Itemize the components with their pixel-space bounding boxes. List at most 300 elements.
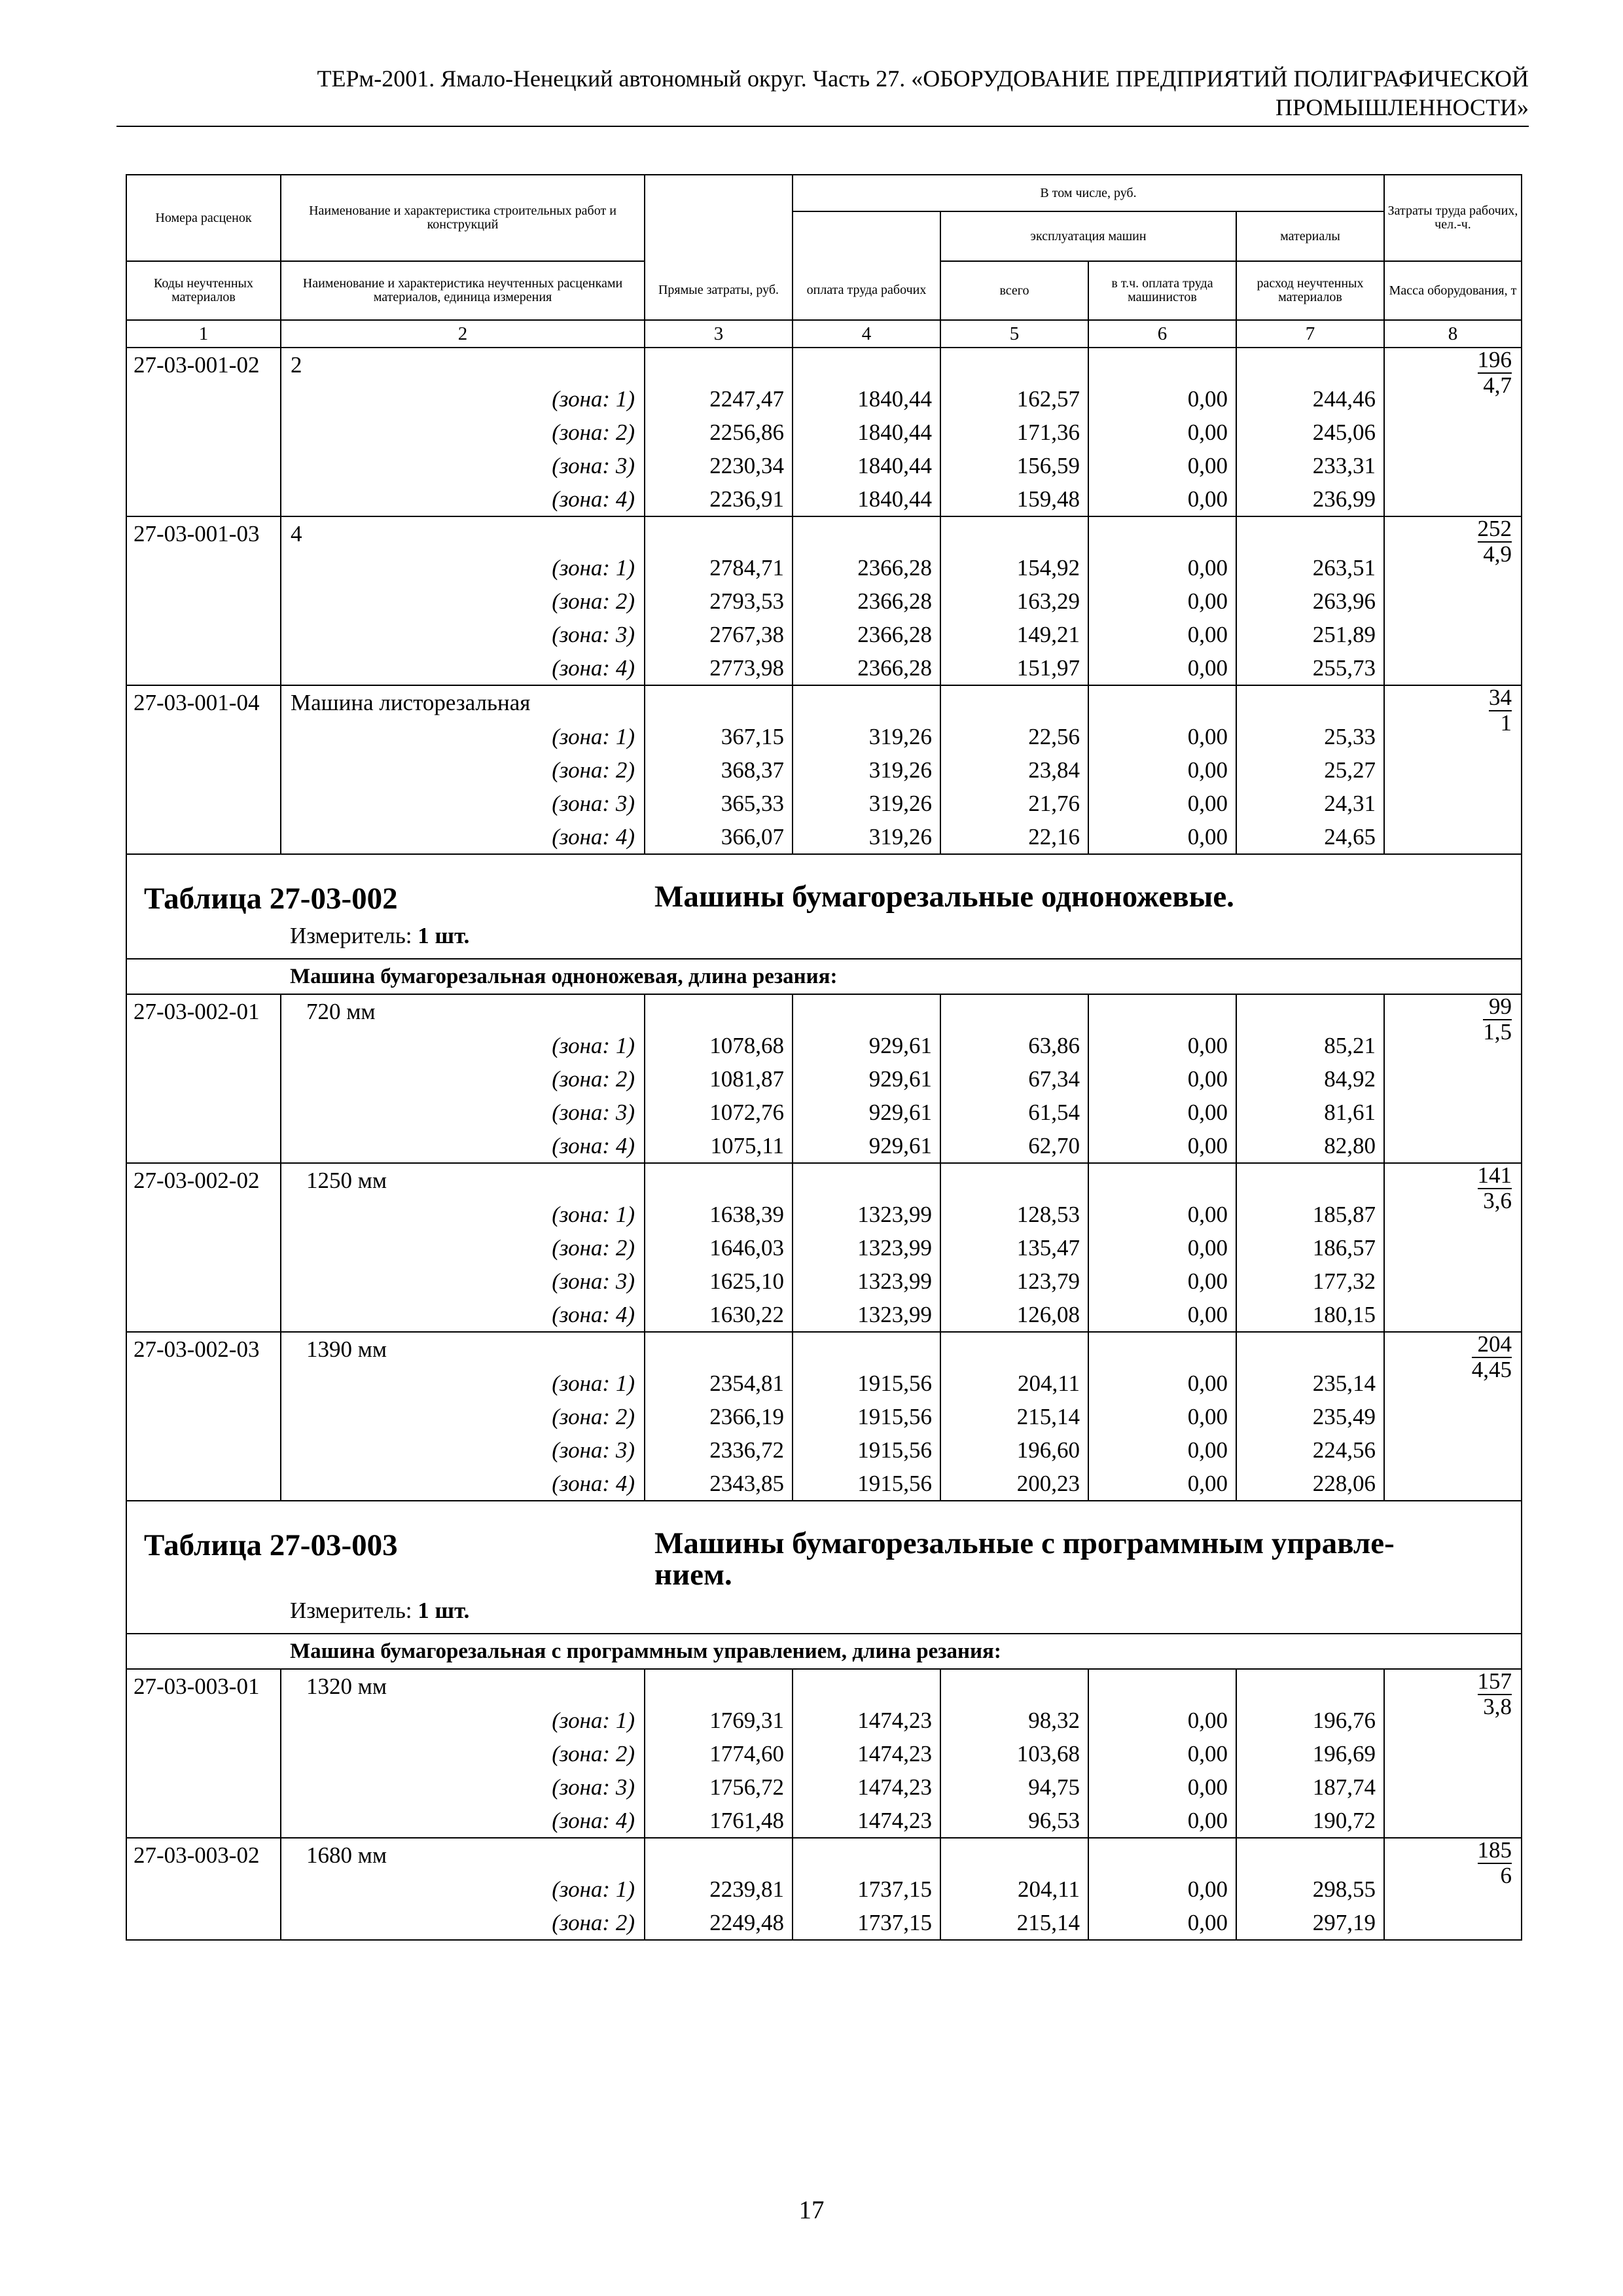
rate-name: 1250 мм: [281, 1163, 645, 1198]
machine-total-value: 171,36: [940, 416, 1088, 449]
empty-cell: [1088, 1163, 1236, 1198]
machinist-pay-value: 0,00: [1088, 449, 1236, 482]
materials-value: 196,76: [1236, 1704, 1384, 1737]
empty-cell: [126, 1873, 281, 1906]
empty-cell: [126, 787, 281, 820]
zone-row: [126, 1704, 1522, 1737]
empty-cell: [1088, 1838, 1236, 1873]
machinist-pay-value: 0,00: [1088, 1129, 1236, 1163]
materials-value: 255,73: [1236, 651, 1384, 685]
rate-title-row: [126, 516, 1522, 551]
direct-costs-value: 1761,48: [645, 1804, 793, 1838]
zone-row: [126, 416, 1522, 449]
labor-costs-value: 196: [1477, 347, 1512, 372]
empty-cell: [1236, 516, 1384, 551]
zone-row: [126, 1367, 1522, 1400]
zone-label: (зона: 1): [281, 1029, 645, 1062]
zone-label: (зона: 1): [281, 1198, 645, 1231]
hdr-total: всего: [940, 261, 1088, 320]
zone-label: (зона: 1): [281, 720, 645, 753]
direct-costs-value: 2236,91: [645, 482, 793, 516]
rate-title-row: [126, 1163, 1522, 1198]
worker-pay-value: 1474,23: [793, 1770, 940, 1804]
zone-row: [126, 1804, 1522, 1838]
materials-value: 244,46: [1236, 382, 1384, 416]
direct-costs-value: 1625,10: [645, 1265, 793, 1298]
rates-table: [126, 174, 1522, 1941]
col-number: 5: [940, 320, 1088, 348]
empty-cell: [645, 1332, 793, 1367]
direct-costs-value: 2239,81: [645, 1873, 793, 1906]
empty-cell: [940, 1332, 1088, 1367]
zone-row: [126, 1467, 1522, 1501]
machinist-pay-value: 0,00: [1088, 1062, 1236, 1096]
direct-costs-value: 2773,98: [645, 651, 793, 685]
worker-pay-value: 1737,15: [793, 1873, 940, 1906]
rate-title-row: [126, 994, 1522, 1029]
zone-row: [126, 584, 1522, 618]
empty-cell: [126, 482, 281, 516]
machinist-pay-value: 0,00: [1088, 1804, 1236, 1838]
materials-value: 235,14: [1236, 1367, 1384, 1400]
labor-mass-fraction: [1478, 1164, 1512, 1213]
machinist-pay-value: 0,00: [1088, 482, 1236, 516]
labor-costs-value: 157: [1477, 1668, 1512, 1694]
worker-pay-value: 1840,44: [793, 382, 940, 416]
machine-total-value: 22,16: [940, 820, 1088, 854]
machinist-pay-value: 0,00: [1088, 651, 1236, 685]
empty-cell: [940, 1838, 1088, 1873]
direct-costs-value: 2247,47: [645, 382, 793, 416]
direct-costs-value: 1078,68: [645, 1029, 793, 1062]
materials-value: 263,51: [1236, 551, 1384, 584]
labor-mass-fraction: [1483, 995, 1512, 1044]
section-cell: [126, 854, 1522, 959]
measure-label: Измеритель:: [290, 923, 412, 948]
empty-cell: [126, 1704, 281, 1737]
worker-pay-value: 1323,99: [793, 1198, 940, 1231]
zone-label: (зона: 1): [281, 551, 645, 584]
direct-costs-value: 2230,34: [645, 449, 793, 482]
labor-costs-value: 34: [1489, 685, 1512, 710]
measure-unit: [290, 1598, 469, 1624]
header-line-1: ТЕРм-2001. Ямало-Ненецкий автономный округ. Часть 27. «ОБОРУДОВАНИЕ ПРЕДПРИЯТИЙ ПОЛИГРАФИЧЕСКОЙ: [317, 65, 1529, 92]
worker-pay-value: 1474,23: [793, 1804, 940, 1838]
col-number: 7: [1236, 320, 1384, 348]
page-number: 17: [798, 2196, 825, 2224]
hdr-rate-numbers: Номера расценок: [126, 175, 281, 261]
machine-total-value: 23,84: [940, 753, 1088, 787]
empty-cell: [793, 1163, 940, 1198]
materials-value: 187,74: [1236, 1770, 1384, 1804]
zone-label: (зона: 4): [281, 1804, 645, 1838]
zone-label: (зона: 2): [281, 1906, 645, 1940]
labor-mass-cell: [1384, 1838, 1522, 1940]
zone-row: [126, 1433, 1522, 1467]
worker-pay-value: 929,61: [793, 1029, 940, 1062]
machine-total-value: 162,57: [940, 382, 1088, 416]
direct-costs-value: 2354,81: [645, 1367, 793, 1400]
direct-costs-value: 1081,87: [645, 1062, 793, 1096]
rate-code: 27-03-002-01: [126, 994, 281, 1029]
machinist-pay-value: 0,00: [1088, 1704, 1236, 1737]
zone-label: (зона: 4): [281, 1129, 645, 1163]
zone-label: (зона: 3): [281, 449, 645, 482]
worker-pay-value: 1323,99: [793, 1231, 940, 1265]
worker-pay-value: 319,26: [793, 820, 940, 854]
zone-row: [126, 382, 1522, 416]
empty-cell: [126, 551, 281, 584]
rate-code: 27-03-001-03: [126, 516, 281, 551]
table-subheading-row: [126, 959, 1522, 994]
machinist-pay-value: 0,00: [1088, 584, 1236, 618]
machine-total-value: 154,92: [940, 551, 1088, 584]
empty-cell: [940, 516, 1088, 551]
worker-pay-value: 1915,56: [793, 1400, 940, 1433]
worker-pay-value: 1840,44: [793, 482, 940, 516]
table-number: Таблица 27-03-003: [144, 1528, 398, 1562]
worker-pay-value: 1840,44: [793, 416, 940, 449]
zone-row: [126, 787, 1522, 820]
materials-value: 81,61: [1236, 1096, 1384, 1129]
empty-cell: [1088, 994, 1236, 1029]
empty-cell: [645, 994, 793, 1029]
rate-name: 1680 мм: [281, 1838, 645, 1873]
zone-label: (зона: 4): [281, 651, 645, 685]
machinist-pay-value: 0,00: [1088, 1873, 1236, 1906]
empty-cell: [793, 685, 940, 720]
table-title: Машины бумагорезальные одноножевые.: [654, 880, 1234, 914]
machinist-pay-value: 0,00: [1088, 1400, 1236, 1433]
machine-total-value: 98,32: [940, 1704, 1088, 1737]
direct-costs-value: 366,07: [645, 820, 793, 854]
rate-title-row: [126, 1669, 1522, 1704]
zone-row: [126, 753, 1522, 787]
labor-mass-cell: [1384, 685, 1522, 854]
hdr-materials: материалы: [1236, 211, 1384, 261]
rate-name: 2: [281, 348, 645, 382]
zone-label: (зона: 2): [281, 584, 645, 618]
empty-cell: [940, 685, 1088, 720]
empty-cell: [1236, 1332, 1384, 1367]
rate-title-row: [126, 1332, 1522, 1367]
machine-total-value: 215,14: [940, 1906, 1088, 1940]
worker-pay-value: 1915,56: [793, 1467, 940, 1501]
worker-pay-value: 929,61: [793, 1129, 940, 1163]
materials-value: 177,32: [1236, 1265, 1384, 1298]
zone-row: [126, 1873, 1522, 1906]
empty-cell: [793, 1332, 940, 1367]
empty-cell: [126, 382, 281, 416]
empty-cell: [126, 1906, 281, 1940]
materials-value: 25,33: [1236, 720, 1384, 753]
hdr-machinist-pay: в т.ч. оплата труда машинистов: [1088, 261, 1236, 320]
machinist-pay-value: 0,00: [1088, 551, 1236, 584]
direct-costs-value: 2343,85: [645, 1467, 793, 1501]
direct-costs-value: 1638,39: [645, 1198, 793, 1231]
worker-pay-value: 2366,28: [793, 551, 940, 584]
equipment-mass-value: 1: [1500, 710, 1512, 736]
labor-mass-fraction: [1478, 1839, 1512, 1888]
machinist-pay-value: 0,00: [1088, 1029, 1236, 1062]
empty-cell: [126, 651, 281, 685]
zone-label: (зона: 2): [281, 1231, 645, 1265]
empty-cell: [126, 720, 281, 753]
machine-total-value: 204,11: [940, 1873, 1088, 1906]
worker-pay-value: 1915,56: [793, 1433, 940, 1467]
machine-total-value: 151,97: [940, 651, 1088, 685]
hdr-unaccounted-materials: расход неучтенных материалов: [1236, 261, 1384, 320]
zone-row: [126, 1198, 1522, 1231]
machinist-pay-value: 0,00: [1088, 1433, 1236, 1467]
machinist-pay-value: 0,00: [1088, 1265, 1236, 1298]
materials-value: 185,87: [1236, 1198, 1384, 1231]
machine-total-value: 156,59: [940, 449, 1088, 482]
subheading: Машина бумагорезальная с программным управлением, длина резания:: [126, 1634, 1522, 1669]
empty-cell: [126, 1265, 281, 1298]
zone-row: [126, 1265, 1522, 1298]
empty-cell: [940, 348, 1088, 382]
zone-row: [126, 820, 1522, 854]
hdr-equipment-mass: Масса оборудования, т: [1384, 261, 1522, 320]
section-cell: [126, 1501, 1522, 1634]
materials-value: 251,89: [1236, 618, 1384, 651]
worker-pay-value: 319,26: [793, 753, 940, 787]
worker-pay-value: 1323,99: [793, 1265, 940, 1298]
equipment-mass-value: 3,6: [1483, 1188, 1512, 1213]
empty-cell: [1088, 685, 1236, 720]
machine-total-value: 200,23: [940, 1467, 1088, 1501]
zone-row: [126, 1029, 1522, 1062]
measure-value: 1 шт.: [418, 923, 470, 948]
empty-cell: [793, 1669, 940, 1704]
col-number: 2: [281, 320, 645, 348]
materials-value: 82,80: [1236, 1129, 1384, 1163]
empty-cell: [126, 1096, 281, 1129]
machine-total-value: 67,34: [940, 1062, 1088, 1096]
equipment-mass-value: 3,8: [1483, 1694, 1512, 1719]
machinist-pay-value: 0,00: [1088, 1770, 1236, 1804]
rate-name: 1320 мм: [281, 1669, 645, 1704]
machinist-pay-value: 0,00: [1088, 1737, 1236, 1770]
empty-cell: [1236, 1163, 1384, 1198]
empty-cell: [126, 584, 281, 618]
empty-cell: [1236, 1838, 1384, 1873]
empty-cell: [126, 1129, 281, 1163]
labor-mass-fraction: [1489, 686, 1512, 735]
materials-value: 196,69: [1236, 1737, 1384, 1770]
worker-pay-value: 929,61: [793, 1062, 940, 1096]
rate-code: 27-03-002-03: [126, 1332, 281, 1367]
machine-total-value: 163,29: [940, 584, 1088, 618]
empty-cell: [1236, 1669, 1384, 1704]
materials-value: 25,27: [1236, 753, 1384, 787]
empty-cell: [126, 618, 281, 651]
machinist-pay-value: 0,00: [1088, 1198, 1236, 1231]
zone-row: [126, 1062, 1522, 1096]
machine-total-value: 215,14: [940, 1400, 1088, 1433]
materials-value: 245,06: [1236, 416, 1384, 449]
empty-cell: [126, 416, 281, 449]
zone-row: [126, 1906, 1522, 1940]
rate-code: 27-03-001-04: [126, 685, 281, 720]
rate-name: Машина листорезальная: [281, 685, 645, 720]
zone-row: [126, 449, 1522, 482]
zone-label: (зона: 2): [281, 1737, 645, 1770]
worker-pay-value: 1840,44: [793, 449, 940, 482]
materials-value: 180,15: [1236, 1298, 1384, 1332]
empty-cell: [940, 1163, 1088, 1198]
table-section-header: [126, 854, 1522, 959]
labor-mass-fraction: [1478, 1670, 1512, 1719]
worker-pay-value: 1737,15: [793, 1906, 940, 1940]
labor-mass-cell: [1384, 994, 1522, 1163]
zone-label: (зона: 4): [281, 1467, 645, 1501]
direct-costs-value: 2249,48: [645, 1906, 793, 1940]
machine-total-value: 123,79: [940, 1265, 1088, 1298]
subheading: Машина бумагорезальная одноножевая, длина резания:: [126, 959, 1522, 994]
materials-value: 233,31: [1236, 449, 1384, 482]
zone-label: (зона: 3): [281, 1096, 645, 1129]
empty-cell: [126, 1737, 281, 1770]
direct-costs-value: 2784,71: [645, 551, 793, 584]
hdr-direct-costs: Прямые затраты, руб.: [645, 261, 793, 320]
materials-value: 297,19: [1236, 1906, 1384, 1940]
empty-cell: [126, 1433, 281, 1467]
materials-value: 85,21: [1236, 1029, 1384, 1062]
empty-cell: [645, 1163, 793, 1198]
empty-cell: [1236, 685, 1384, 720]
measure-unit: [290, 923, 469, 949]
zone-label: (зона: 4): [281, 1298, 645, 1332]
direct-costs-value: 1075,11: [645, 1129, 793, 1163]
labor-mass-fraction: [1478, 517, 1512, 566]
machinist-pay-value: 0,00: [1088, 1096, 1236, 1129]
empty-cell: [1088, 1669, 1236, 1704]
empty-cell: [126, 449, 281, 482]
rate-code: 27-03-001-02: [126, 348, 281, 382]
zone-label: (зона: 2): [281, 1400, 645, 1433]
machinist-pay-value: 0,00: [1088, 720, 1236, 753]
empty-cell: [126, 1467, 281, 1501]
empty-cell: [126, 820, 281, 854]
direct-costs-value: 2767,38: [645, 618, 793, 651]
machine-total-value: 103,68: [940, 1737, 1088, 1770]
zone-row: [126, 1400, 1522, 1433]
empty-cell: [645, 1669, 793, 1704]
machinist-pay-value: 0,00: [1088, 1298, 1236, 1332]
zone-row: [126, 651, 1522, 685]
direct-costs-value: 1646,03: [645, 1231, 793, 1265]
labor-costs-value: 252: [1477, 516, 1512, 541]
machinist-pay-value: 0,00: [1088, 1367, 1236, 1400]
empty-cell: [126, 1231, 281, 1265]
hdr-work-name: Наименование и характеристика строительных работ и конструкций: [281, 175, 645, 261]
zone-label: (зона: 4): [281, 482, 645, 516]
machinist-pay-value: 0,00: [1088, 382, 1236, 416]
zone-row: [126, 720, 1522, 753]
worker-pay-value: 1474,23: [793, 1737, 940, 1770]
machine-total-value: 62,70: [940, 1129, 1088, 1163]
page-header: [116, 64, 1529, 122]
direct-costs-value: 367,15: [645, 720, 793, 753]
table-number: Таблица 27-03-002: [144, 882, 398, 916]
materials-value: 24,65: [1236, 820, 1384, 854]
labor-mass-cell: [1384, 1669, 1522, 1838]
empty-cell: [940, 994, 1088, 1029]
direct-costs-value: 1769,31: [645, 1704, 793, 1737]
labor-mass-cell: [1384, 1163, 1522, 1332]
equipment-mass-value: 6: [1500, 1863, 1512, 1888]
direct-costs-value: 2336,72: [645, 1433, 793, 1467]
machine-total-value: 61,54: [940, 1096, 1088, 1129]
col-number: 3: [645, 320, 793, 348]
direct-costs-value: 2366,19: [645, 1400, 793, 1433]
rate-name: 4: [281, 516, 645, 551]
machine-total-value: 196,60: [940, 1433, 1088, 1467]
empty-cell: [940, 1669, 1088, 1704]
empty-cell: [793, 994, 940, 1029]
materials-value: 263,96: [1236, 584, 1384, 618]
materials-value: 228,06: [1236, 1467, 1384, 1501]
empty-cell: [645, 685, 793, 720]
machinist-pay-value: 0,00: [1088, 1906, 1236, 1940]
empty-cell: [126, 1770, 281, 1804]
labor-costs-value: 204: [1472, 1333, 1512, 1358]
col-number: 6: [1088, 320, 1236, 348]
materials-value: 236,99: [1236, 482, 1384, 516]
empty-cell: [126, 1298, 281, 1332]
machine-total-value: 126,08: [940, 1298, 1088, 1332]
direct-costs-value: 1072,76: [645, 1096, 793, 1129]
direct-costs-value: 2793,53: [645, 584, 793, 618]
labor-mass-cell: [1384, 348, 1522, 516]
materials-value: 298,55: [1236, 1873, 1384, 1906]
rate-code: 27-03-003-02: [126, 1838, 281, 1873]
labor-mass-cell: [1384, 516, 1522, 685]
zone-label: (зона: 1): [281, 382, 645, 416]
worker-pay-value: 2366,28: [793, 618, 940, 651]
zone-label: (зона: 2): [281, 753, 645, 787]
zone-row: [126, 1770, 1522, 1804]
machine-total-value: 94,75: [940, 1770, 1088, 1804]
rate-title-row: [126, 1838, 1522, 1873]
worker-pay-value: 2366,28: [793, 584, 940, 618]
machinist-pay-value: 0,00: [1088, 820, 1236, 854]
direct-costs-value: 1756,72: [645, 1770, 793, 1804]
empty-cell: [126, 1400, 281, 1433]
empty-cell: [1236, 348, 1384, 382]
hdr-empty: [645, 175, 793, 261]
zone-label: (зона: 4): [281, 820, 645, 854]
machinist-pay-value: 0,00: [1088, 753, 1236, 787]
empty-cell: [126, 1367, 281, 1400]
machine-total-value: 159,48: [940, 482, 1088, 516]
machine-total-value: 128,53: [940, 1198, 1088, 1231]
rate-code: 27-03-003-01: [126, 1669, 281, 1704]
hdr-material-codes: Коды неучтенных материалов: [126, 261, 281, 320]
zone-label: (зона: 3): [281, 1770, 645, 1804]
zone-label: (зона: 3): [281, 1265, 645, 1298]
machinist-pay-value: 0,00: [1088, 416, 1236, 449]
materials-value: 235,49: [1236, 1400, 1384, 1433]
materials-value: 24,31: [1236, 787, 1384, 820]
machine-total-value: 63,86: [940, 1029, 1088, 1062]
labor-mass-fraction: [1472, 1333, 1512, 1382]
empty-cell: [126, 1198, 281, 1231]
header-line-2: ПРОМЫШЛЕННОСТИ»: [1275, 94, 1529, 120]
empty-cell: [126, 1062, 281, 1096]
